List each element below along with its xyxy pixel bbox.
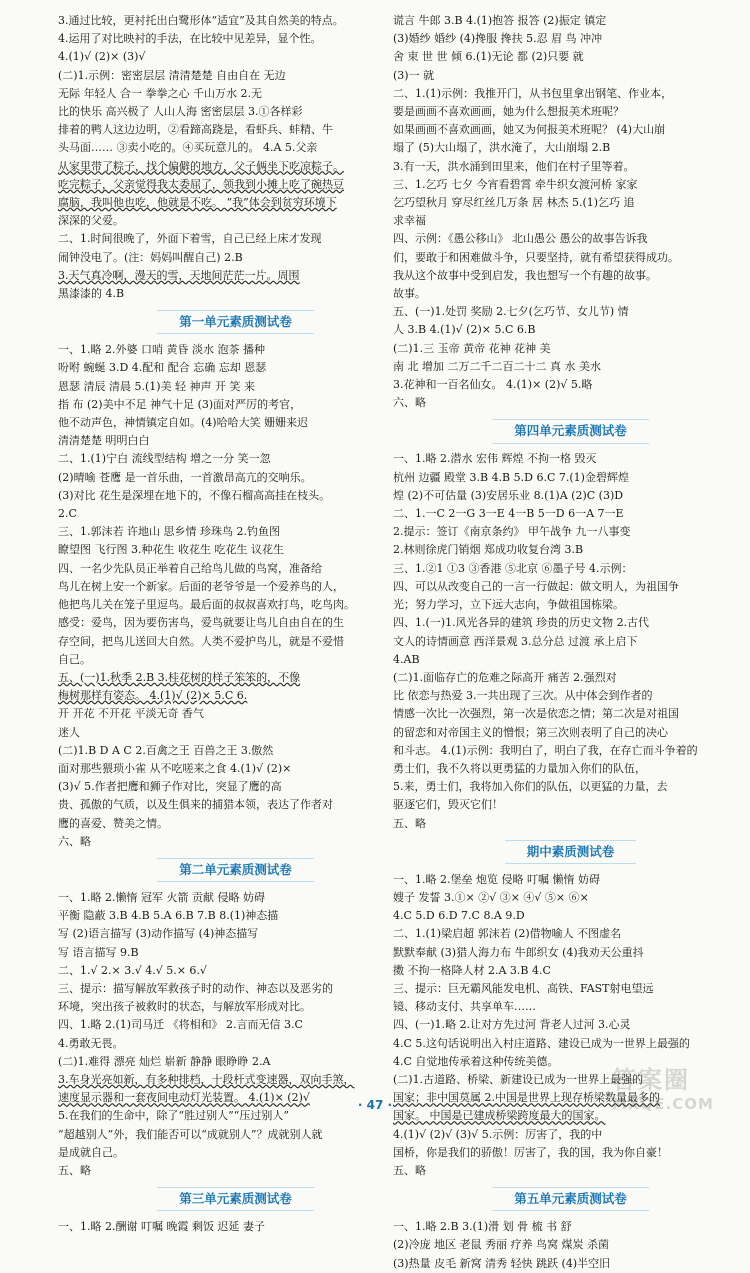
answer-line: “超越别人”外，我们能否可以“成就别人”？成就别人就 [58,1127,323,1141]
answer-line: 四、可以从改变自己的一言一行做起：做文明人，为祖国争 [393,579,679,593]
answer-line: 二、1.(1)梁启超 郭沫若 (2)借物喻人 不图虚名 [393,927,622,941]
answer-line: 贵、孤傲的气质，以及生俱来的捕猎本领，表达了作者对 [58,798,333,812]
answer-line: 我从这个故事中受到启发，我也想写一个有趣的故事。 [393,268,657,282]
answer-line: 排着的鸭人这边边明，②看蹄高跷是，看虾兵、蚌精、牛 [58,123,333,137]
answer-line: 开 开花 不开花 平淡无奇 香气 [58,707,204,721]
answer-line: 国家；非中国莫属 2.中国是世界上现存桥梁数量最多的 [393,1091,660,1105]
answer-line: (二)1.难得 漂亮 灿烂 崭新 静静 眼睁睁 2.A [58,1054,271,1068]
answer-line: 一、1.略 2.酬谢 叮嘱 晚霞 剩饭 迟延 妻子 [58,1220,265,1234]
answer-line: (二)1.三 玉帝 黄帝 花神 花神 美 [393,341,551,355]
section-heading [58,851,413,889]
answer-line: 鸟儿在树上安一个新家。后面的老爷爷是一个爱养鸟的人， [58,579,344,593]
section-heading [393,1180,748,1218]
answer-line: 二、1.一C 2一G 3一E 4一B 5一D 6一A 7一E [393,507,624,521]
section-heading-text: 第四单元素质测试卷 [492,419,649,443]
answer-line: 是成就自己。 [58,1145,124,1159]
answer-line: 南 北 增加 二万二千二百二十二 真 水 美水 [393,359,601,373]
answer-line: 国家。 中国是已建成桥梁跨度最大的国家。 [393,1109,606,1123]
answer-line: 勇士们，我不久将以更勇猛的力量加入你们的队伍， [393,761,646,775]
answer-line: (2)晴喻 苍鹰 是一首乐曲，一首激昂高亢的交响乐。 [58,470,312,484]
answer-line: 镜、移动支付、共享单车…… [393,1000,536,1014]
answer-line: 鹰的喜爱、赞美之情。 [58,816,168,830]
answer-line: (2)冷庞 地区 老鼠 秀丽 疗养 鸟窝 煤炭 杀菌 [393,1238,610,1252]
answer-line: 2.C [58,507,77,521]
answer-line: 默默奉献 (3)猎人海力布 牛郎织女 (4)我劝天公重抖 [393,945,644,959]
section-heading-text: 第五单元素质测试卷 [492,1187,649,1211]
watermark-logo-text: 答案圈 [612,1066,690,1094]
answer-line: 人 3.B 4.(1)√ (2)× 5.C 6.B [393,323,536,337]
answer-line: 他把鸟儿关在笼子里逗鸟。最后面的叔叔喜欢打鸟，吃鸟肉。 [58,598,355,612]
answer-line: 四、1.略 2.(1)司马迁 《将相和》 2.言而无信 3.C [58,1018,303,1032]
answer-line: 感受：爱鸟，因为要伤害鸟，爱鸟就要让鸟儿自由自在的生 [58,616,344,630]
answer-line: 4.AB [393,652,420,666]
answer-line: 2.提示：签订《南京条约》 甲午战争 九一八事变 [393,525,631,539]
answer-line: 迷人 [58,725,80,739]
answer-line: 环境，突出孩子被救时的状态，与解放军形成对比。 [58,1000,311,1014]
answer-line: 六、略 [393,396,426,410]
answer-line: 写 语言描写 9.B [58,945,139,959]
answer-line: 三、提示：巨无霸风能发电机、高铁、FAST射电望远 [393,981,654,995]
answer-line: 驱逐它们，毁灭它们！ [393,798,503,812]
answer-line: 舍 束 世 世 倾 6.(1)无论 都 (2)只要 就 [393,50,584,64]
answer-line: 平衡 隐蔽 3.B 4.B 5.A 6.B 7.B 8.(1)神态描 [58,909,279,923]
page-number: · 47 · [357,1098,393,1112]
answer-line: (二)1.示例：密密层层 清清楚楚 自由自在 无边 [58,68,286,82]
answer-line: 速度显示器和一套夜间电动灯光装置。 4.(1)× (2)√ [58,1091,310,1105]
section-heading-text: 第二单元素质测试卷 [157,858,314,882]
section-heading-text: 第三单元素质测试卷 [157,1187,314,1211]
answer-line: 三、提示：描写解放军救孩子时的动作、神态以及恶劣的 [58,981,333,995]
answer-line: 三、1.②1 ①3 ③香港 ⑤北京 ⑥墨子号 4.示例： [393,561,633,575]
answer-line: 3.有一天，洪水涌到田里来，他们在村子里等着。 [393,159,635,173]
answer-line: 2.林则徐虎门销烟 郑成功收复台湾 3.B [393,543,584,557]
answer-line: 煌 (2)不可估量 (3)安居乐业 8.(1)A (2)C (3)D [393,488,624,502]
answer-line: 4.C 自觉地传承着这种传统美德。 [393,1054,559,1068]
answer-line: 二、1.(1)宁白 流线型结构 增之一分 笑一忽 [58,452,271,466]
answer-line: 三、1.乞巧 七夕 今宵看碧霄 牵牛织女渡河桥 家家 [393,177,638,191]
answer-line: 他不动声色，神情镇定自如。(4)哈哈大笑 姗姗来迟 [58,416,309,430]
answer-line: 无际 年轻人 合一 拳拳之心 千山万水 2.无 [58,86,262,100]
answer-line: 4.C 5.这句话说明出入村庄道路、建设已成为一世界上最强的 [393,1036,690,1050]
answer-line: 一、1.略 2.B 3.(1)滑 划 骨 梳 书 舒 [393,1220,572,1234]
answer-line: 四、示例：《愚公移山》 北山愚公 愚公的故事告诉我 [393,232,648,246]
answer-line: 二、1.(1)示例：我推开门，从书包里拿出钢笔、作业本， [393,86,673,100]
answer-line: (3)热量 皮毛 新窝 清秀 轻快 跳跃 (4)半空旧 [393,1256,611,1270]
answer-line: 嫂子 发誓 3.①× ②√ ③× ④√ ⑤× ⑥× [393,890,589,904]
answer-line: (3)一 就 [393,68,435,82]
watermark-logo [612,1060,742,1120]
answer-line: 国桥，你是我们的骄傲！厉害了，我的国，我为你自豪！ [393,1145,668,1159]
answer-line: 二、1.时间很晚了，外面下着雪，自己已经上床才发现 [58,232,322,246]
answer-line: 比的快乐 高兴极了 人山人海 密密层层 3.①各样彩 [58,105,303,119]
answer-line: (二)1.B D A C 2.百禽之王 百兽之王 3.傲然 [58,743,274,757]
answer-line: 指 布 (2)美中不足 神气十足 (3)面对严厉的考官， [58,397,302,411]
answer-line: 情感一次比一次强烈，第一次是依恋之情；第二次是对祖国 [393,707,679,721]
answer-line: 5.在我们的生命中，除了“胜过别人”“压过别人” [58,1109,289,1123]
answer-line: 一、1.略 2.潜水 宏伟 辉煌 不拘一格 毁灭 [393,452,597,466]
answer-line: 4.(1)√ (2)× (3)√ [58,50,146,64]
answer-line: 从家里带了粽子，找个偏僻的地方，父子俩坐下吃凉粽子。 [58,159,344,173]
answer-line: (二)1.古道路、桥梁、新建设已成为一世界上最强的 [393,1072,644,1086]
answer-line: 3.花神和一百名仙女。 4.(1)× (2)√ 5.略 [393,378,593,392]
answer-line: 3.通过比较，更衬托出白鹭形体“适宜”及其自然美的特点。 [58,14,344,27]
answer-line: (3)婚纱 婚纱 (4)搀服 搀扶 5.忍 眉 鸟 冲冲 [393,32,603,46]
answer-line: 五、(一)1.处罚 奖励 2.七夕(乞巧节、女儿节) 情 [393,305,629,319]
answer-line: 面对那些猥琐小雀 从不吃嗟来之食 4.(1)√ (2)× [58,761,292,775]
answer-line: 五、略 [393,1163,426,1177]
answer-line: 塌了 (5)大山塌了，洪水淹了，大山崩塌 2.B [393,141,611,155]
answer-line: 恩瑟 清辰 清晨 5.(1)美 轻 神声 开 笑 来 [58,379,256,393]
answer-line: 头马面…… ③卖小吃的。④买玩意儿的。 4.A 5.父亲 [58,141,318,155]
answer-line: (二)1.面临存亡的危难之际高开 痛苦 2.强烈对 [393,670,617,684]
section-heading [58,1180,413,1218]
answer-line: 二、1.√ 2.× 3.√ 4.√ 5.× 6.√ [58,963,207,977]
answer-line: 写 (2)语言描写 (3)动作描写 (4)神态描写 [58,927,259,941]
answer-line: 深深的父爱。 [58,214,124,228]
answer-line: 存空间，把鸟儿送回大自然。人类不爱护鸟儿，就是不爱惜 [58,634,344,648]
answer-line: 五、略 [58,1163,91,1177]
answer-line: 4.(1)√ (2)√ (3)√ 5.示例：厉害了，我的中 [393,1127,603,1141]
answer-line: 故事。 [393,287,426,301]
answer-line: 的留恋和对帝国主义的憎恨；第三次则表明了自己的决心 [393,725,668,739]
answer-line: 自己。 [58,652,91,666]
section-heading [393,412,748,450]
answer-line: 5.来，勇士们，我将加入你们的队伍，以更猛的力量，去 [393,780,668,794]
answer-line: 瞭望图 飞行图 3.种花生 收花生 吃花生 议花生 [58,543,284,557]
answer-line: 三、1.郭沫若 许地山 思乡情 珍珠鸟 2.钓鱼图 [58,525,280,539]
left-column [58,12,413,1236]
section-heading [393,833,748,871]
section-heading [58,303,413,341]
answer-line: 光；努力学习，立下远大志向，争做祖国栋梁。 [393,598,624,612]
answer-line: 乞巧望秋月 穿尽红丝几万条 居 林杰 5.(1)乞巧 追 [393,196,635,210]
answer-line: 4.C 5.D 6.D 7.C 8.A 9.D [393,909,525,923]
answer-line: 一、1.略 2.堡垒 炮览 侵略 叮嘱 懒惰 妨碍 [393,872,600,886]
answer-line: 五、(一)1.秋季 2.B 3.桂花树的样子笨笨的，不像 [58,670,301,684]
answer-line: 清清楚楚 明明白白 [58,434,150,448]
answer-line: 擞 不拘一格降人材 2.A 3.B 4.C [393,963,551,977]
answer-line: 4.运用了对比映衬的手法，在比较中见差异，显个性。 [58,32,322,46]
answer-line: (3)对比 花生是深埋在地下的，不像石榴高高挂在枝头。 [58,488,331,502]
answer-line: 们，要敢于和困难做斗争，只要坚持，就有希望获得成功。 [393,250,679,264]
answer-line: 吩咐 蜿蜒 3.D 4.配和 配合 忘确 忘却 恩瑟 [58,361,267,375]
answer-line: 要是画画不喜欢画画，她为什么想报美术班呢？ [393,105,624,119]
answer-line: 闹钟没电了。(注：妈妈叫醒自己) 2.B [58,250,243,264]
answer-line: 一、1.略 2.外婆 口哨 黄昏 淡水 泡茶 播种 [58,343,265,357]
answer-line: 吃完粽子，父亲觉得我太委屈了，领我到小摊上吃了碗热豆 [58,177,344,191]
answer-line: 六、略 [58,834,91,848]
answer-line: 四、(一)1.略 2.让对方先过河 背老人过河 3.心灵 [393,1018,631,1032]
watermark-url: MXQE.COM [612,1095,714,1113]
answer-line: (3)√ 5.作者把鹰和狮子作对比，突显了鹰的高 [58,780,282,794]
answer-line: 梅树那样有姿态。 4.(1)√ (2)× 5.C 6. [58,689,248,703]
answer-line: 3.天气真冷啊，漫天的雪，天地间茫茫一片。周围 [58,268,300,282]
answer-line: 谎言 牛郎 3.B 4.(1)抱答 报答 (2)振定 镇定 [393,14,607,27]
answer-line: 杭州 边疆 殿堂 3.B 4.B 5.D 6.C 7.(1)金碧辉煌 [393,470,629,484]
answer-line: 如果画画不喜欢画画，她又为何报美术班呢？ (4)大山崩 [393,123,666,137]
answer-line: 4.勇敢无畏。 [58,1036,124,1050]
answer-line: 五、略 [393,816,426,830]
answer-line: 腐脑，我叫他也吃，他就是不吃。 “我”体会到贫穷环境下 [58,196,337,210]
answer-line: 求幸福 [393,214,426,228]
answer-line: 四、一名少先队员正举着自己给鸟儿做的鸟窝，准备给 [58,561,322,575]
answer-line: 文人的诗情画意 西洋景观 3.总分总 过渡 承上启下 [393,634,638,648]
answer-line: 四、1.(一)1.风光各异的建筑 珍贵的历史文物 2.古代 [393,616,650,630]
section-heading-text: 第一单元素质测试卷 [157,310,314,334]
answer-line: 3.车身光亮如新，有多种排档，十段杆式变速器，双向手煞， [58,1072,355,1086]
answer-line: 比 依恋与热爱 3.一共出现了三次。从中体会到作者的 [393,689,653,703]
answer-line: 和斗志。 4.(1)示例：我明白了，明白了我，在存亡而斗争着的 [393,743,698,757]
answer-line: 一、1.略 2.懒惰 冠军 火箭 贡献 侵略 妨碍 [58,890,265,904]
section-heading-text: 期中素质测试卷 [505,840,637,864]
answer-line: 黑漆漆的 4.B [58,287,125,301]
